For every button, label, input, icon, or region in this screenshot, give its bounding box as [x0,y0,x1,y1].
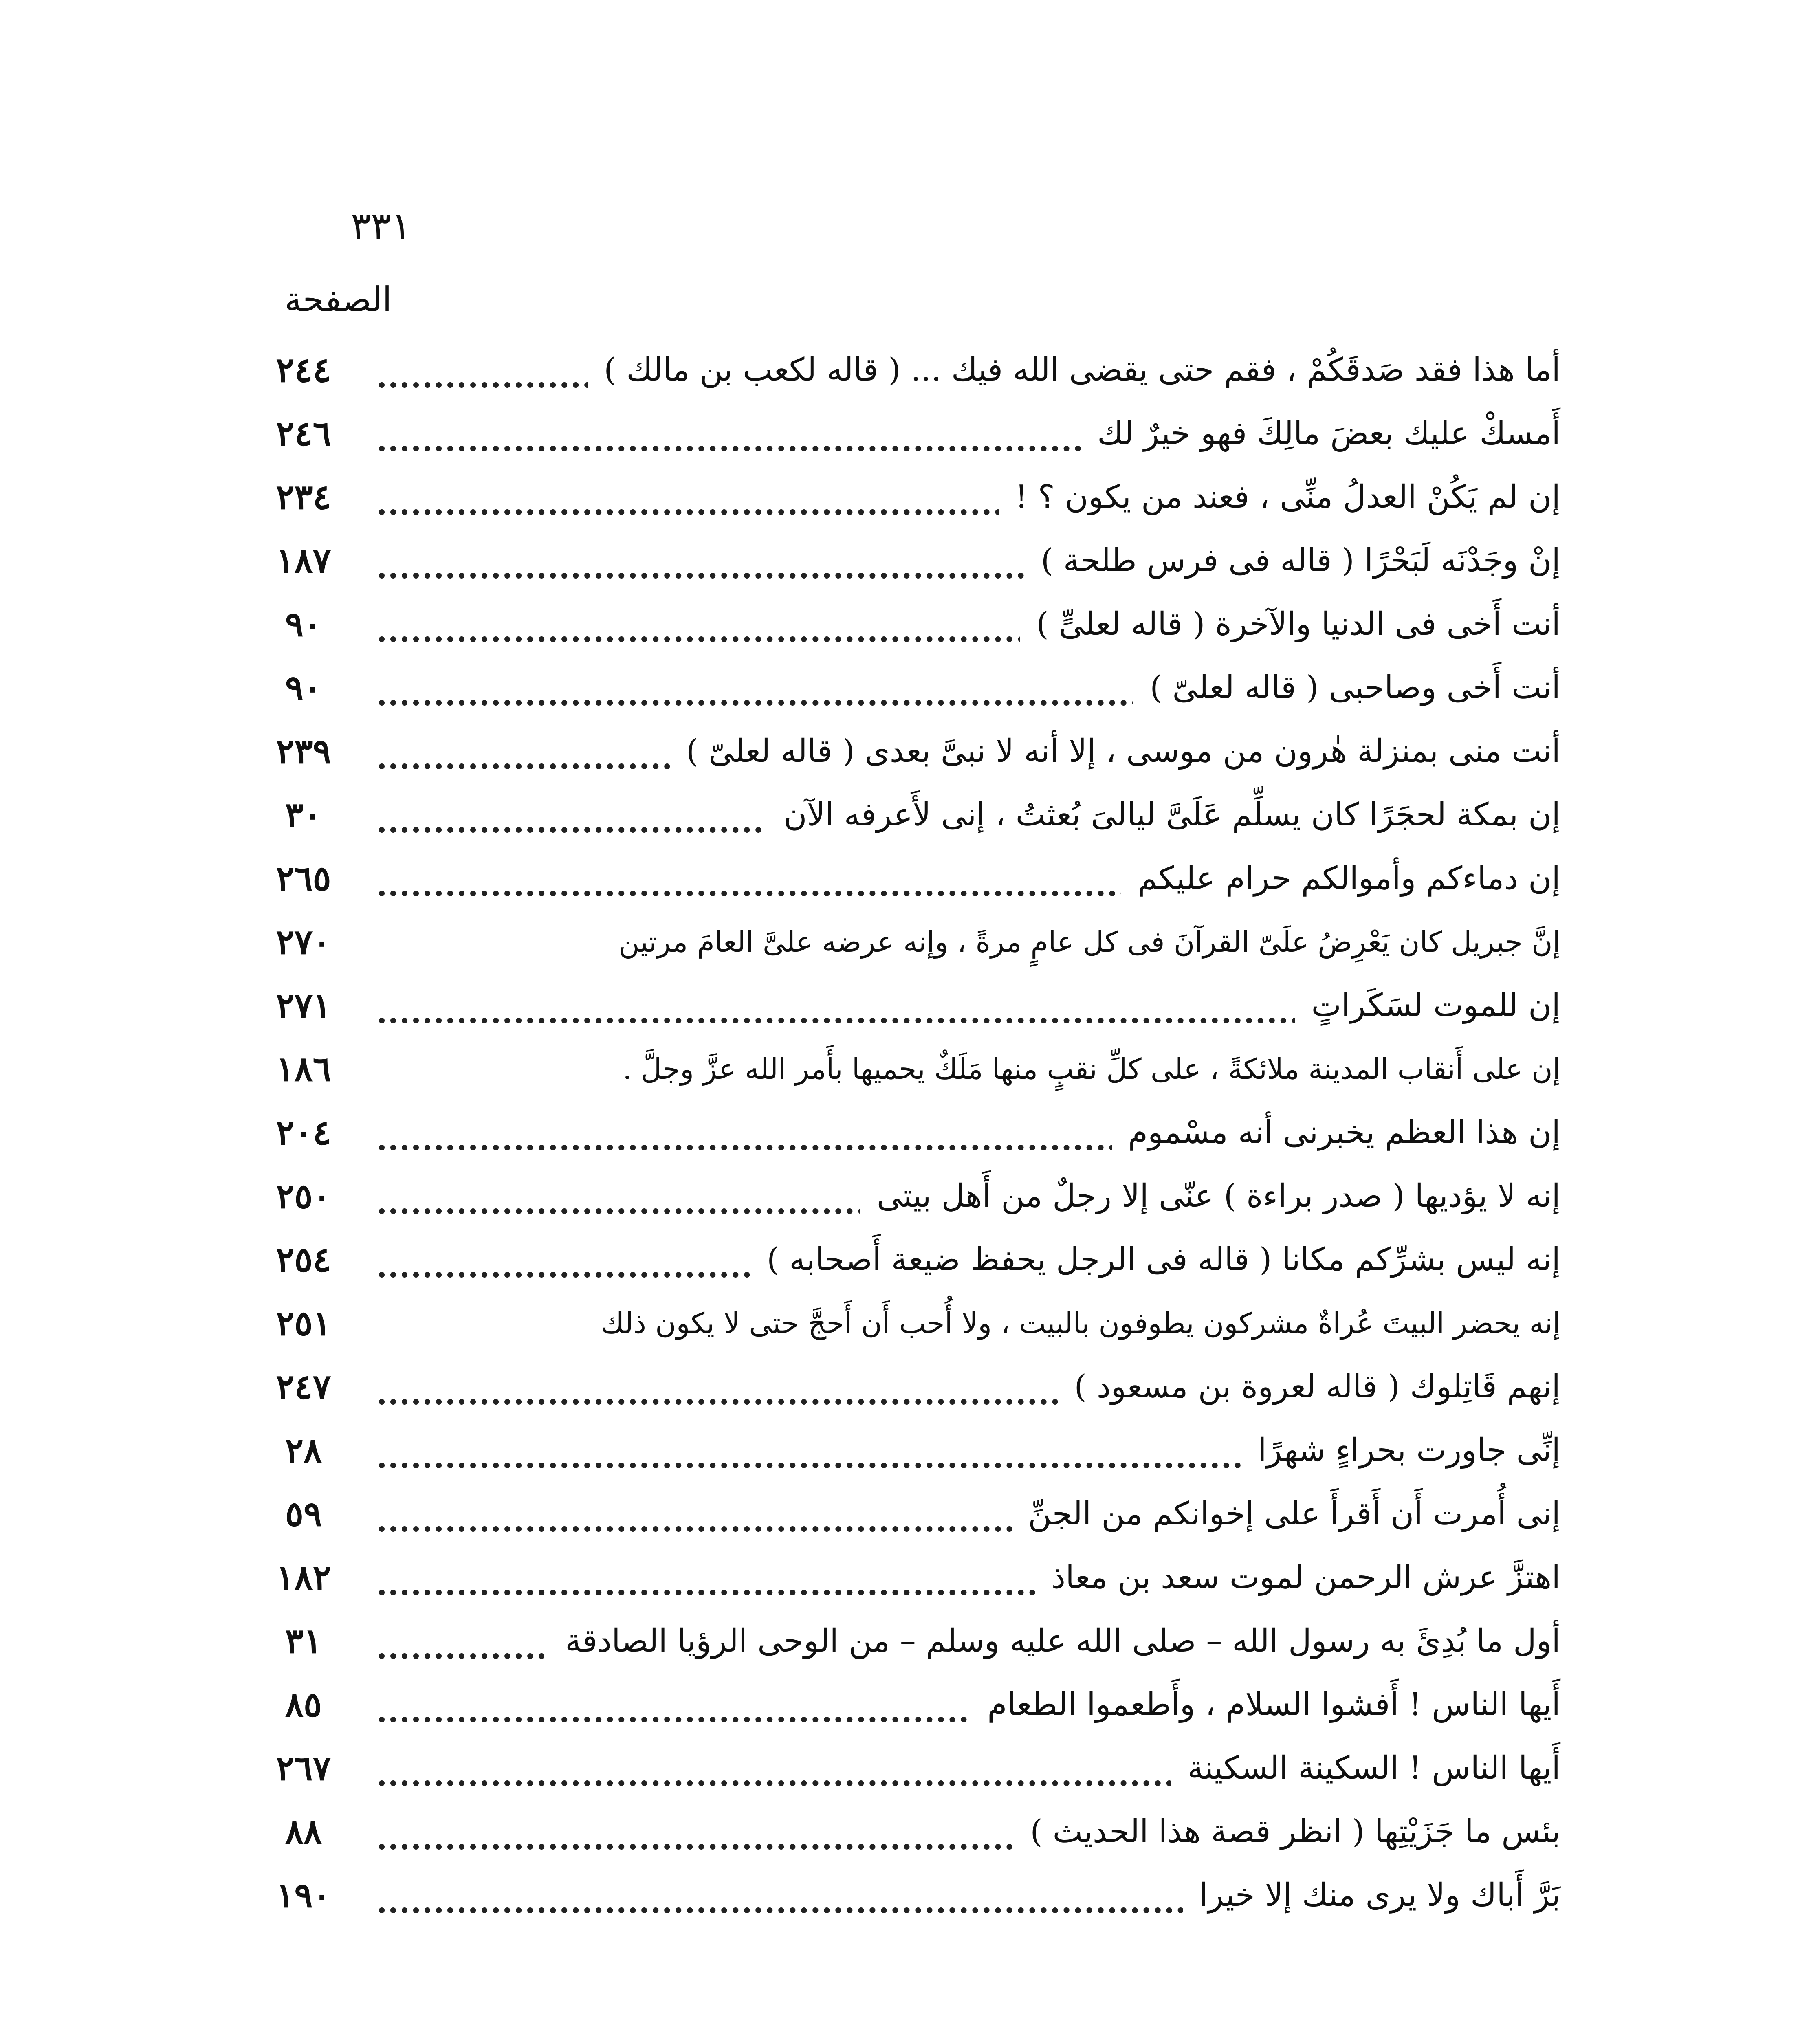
index-entry [257,1037,1560,1101]
entry-text: إن لم يَكُنْ العدلُ منِّى ، فعند من يكون ؟ ! [999,465,1560,529]
entry-text: إن دماءكم وأموالكم حرام عليكم [1121,847,1560,910]
entry-page-number: ٨٥ [285,1684,322,1725]
entry-page-number: ٢٠٤ [276,1112,331,1153]
entry-text: أنت أَخى فى الدنيا والآخرة ( قاله لعلىٍّ ) [1020,592,1560,656]
entry-text: اهتزَّ عرش الرحمن لموت سعد بن معاذ [1035,1546,1560,1609]
index-entry [257,1736,1560,1800]
index-entry [257,1101,1560,1164]
index-entry [257,974,1560,1037]
index-entry [257,1863,1560,1927]
index-entry [257,910,1560,974]
entry-text: إنهم قَاتِلوك ( قاله لعروة بن مسعود ) [1058,1355,1560,1419]
index-entry [257,656,1560,719]
entry-page-number: ٢٨ [285,1430,322,1470]
entry-text: إنه لا يؤديها ( صدر براءة ) عنّى إلا رجلٌ من أَهل بيتى [860,1164,1560,1228]
entry-text: إن هذا العظم يخبرنى أنه مسْموم [1112,1101,1560,1164]
index-entry [257,338,1560,402]
entry-page-number: ١٩٠ [276,1875,331,1915]
entry-page-number: ١٨٦ [276,1049,331,1089]
index-entry [257,1164,1560,1228]
entry-page-number: ٢٧١ [276,985,331,1025]
entry-text: إن للموت لسَكَراتٍ [1295,974,1560,1037]
index-entry [257,1800,1560,1863]
index-entry [257,402,1560,465]
entry-page-number: ٢٣٤ [276,477,331,517]
index-entry [257,1482,1560,1546]
index-entry [257,847,1560,910]
entry-page-number: ٢٣٩ [276,731,331,771]
entry-page-number: ٢٥٤ [276,1239,331,1280]
index-entry [257,1355,1560,1419]
index-entry [257,1673,1560,1736]
entry-text: إنَّ جبريل كان يَعْرِضُ علَىّ القرآنَ فى كل عامٍ مرةً ، وإنه عرضه علىَّ العامَ مرتين [602,910,1560,974]
index-entry [257,592,1560,656]
entry-page-number: ٢٧٠ [276,922,331,962]
entry-text: أنت منى بمنزلة هٰرون من موسى ، إلا أنه لا نبىَّ بعدى ( قاله لعلىّ ) [670,719,1560,783]
entry-page-number: ٢٦٥ [276,858,331,898]
index-entry [257,1291,1560,1355]
index-entry [257,783,1560,847]
entry-page-number: ٣١ [285,1621,322,1661]
entry-page-number: ١٨٢ [276,1557,331,1597]
entry-text: أَيها الناس ! أَفشوا السلام ، وأَطعموا الطعام [971,1673,1560,1736]
index-entry [257,719,1560,783]
entry-text: إنى أُمرت أَن أَقرأَ على إخوانكم من الجنِّ [1012,1482,1560,1546]
entry-page-number: ٢٦٧ [276,1748,331,1788]
entry-page-number: ٢٤٦ [276,413,331,453]
entry-text: إنِّى جاورت بحراءٍ شهرًا [1241,1419,1560,1482]
entry-page-number: ٢٥٠ [276,1176,331,1216]
entry-text: بَرَّ أَباك ولا يرى منك إلا خيرا [1183,1863,1560,1927]
entry-text: إنه يحضر البيتَ عُراةٌ مشركون يطوفون بالبيت ، ولا أُحب أَن أَحجَّ حتى لا يكون ذلك [584,1291,1560,1355]
entry-text: أما هذا فقد صَدقَكُمْ ، فقم حتى يقضى الله فيك ... ( قاله لكعب بن مالك ) [588,338,1560,402]
entry-text: إنه ليس بشرِّكم مكانا ( قاله فى الرجل يحفظ ضيعة أَصحابه ) [750,1228,1560,1291]
index-entry [257,465,1560,529]
index-entry [257,1228,1560,1291]
entry-text: أول ما بُدِئَ به رسول الله – صلى الله عليه وسلم – من الوحى الرؤيا الصادقة [549,1609,1560,1673]
page-column-header: الصفحة [284,279,392,319]
index-entry [257,1609,1560,1673]
entry-text: أَمسكْ عليك بعضَ مالِكَ فهو خيرٌ لك [1081,402,1560,465]
entry-page-number: ٣٠ [285,794,322,835]
entry-page-number: ٨٨ [285,1811,322,1852]
entry-page-number: ٩٠ [285,604,322,644]
entry-page-number: ٩٠ [285,667,322,708]
entry-page-number: ٢٥١ [276,1303,331,1343]
page-number: ٣٣١ [350,204,412,248]
entry-text: أَيها الناس ! السكينة السكينة [1171,1736,1560,1800]
entry-text: بئس ما جَزَيْتِها ( انظر قصة هذا الحديث ) [1014,1800,1560,1863]
index-entry [257,529,1560,592]
entry-page-number: ٥٩ [285,1494,322,1534]
entry-text: أنت أَخى وصاحبى ( قاله لعلىّ ) [1133,656,1560,719]
entry-page-number: ٢٤٤ [276,350,331,390]
entry-page-number: ١٨٧ [276,540,331,581]
hadith-index-list [257,338,1560,1927]
index-entry [257,1546,1560,1609]
entry-page-number: ٢٤٧ [276,1366,331,1407]
entry-text: إنْ وجَدْنَه لَبَحْرًا ( قاله فى فرس طلحة ) [1025,529,1560,592]
entry-text: إن على أَنقاب المدينة ملائكةً ، على كلِّ نقبٍ منها مَلَكٌ يحميها بأَمر الله عزَّ وجلَّ . [607,1037,1561,1101]
entry-text: إن بمكة لحجَرًا كان يسلِّم عَلَىَّ ليالىَ بُعثتُ ، إنى لأَعرفه الآن [767,783,1560,847]
index-entry [257,1419,1560,1482]
